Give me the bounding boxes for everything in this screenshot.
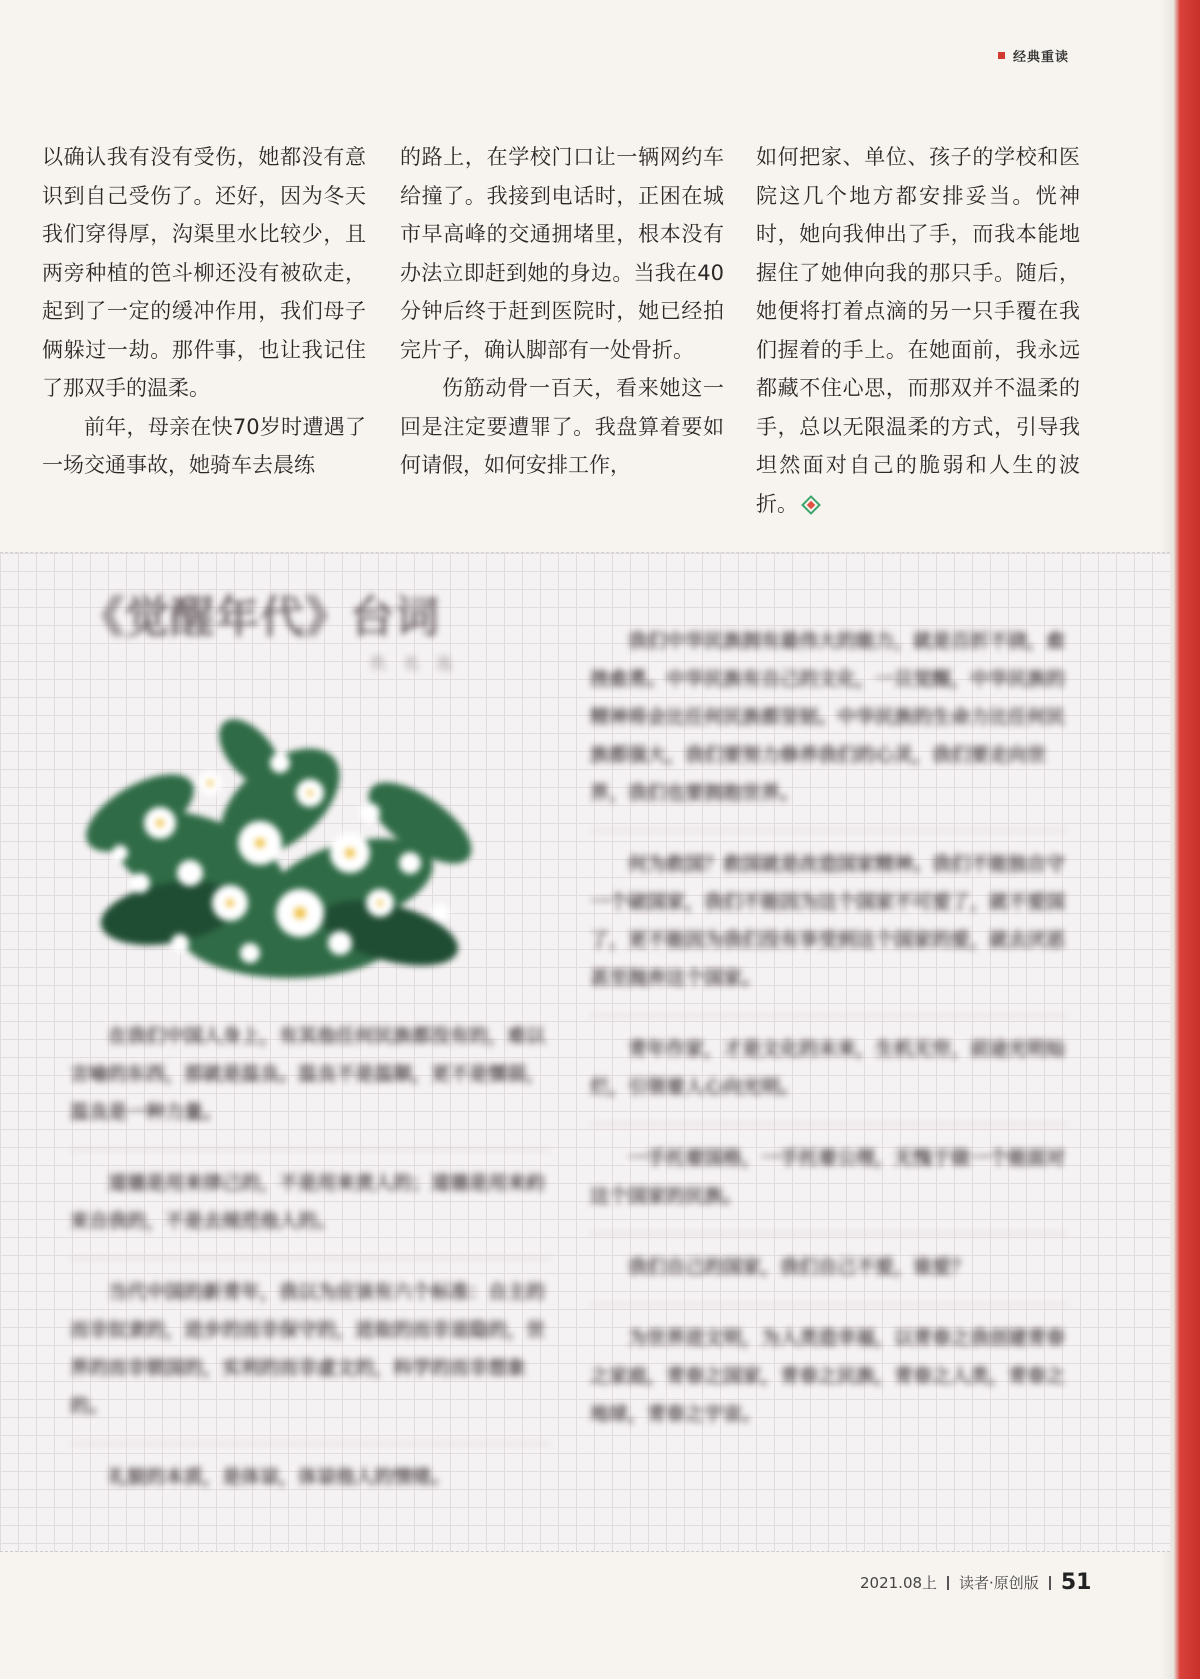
inset-left-quotes [70,1003,550,1514]
page-number: 51 [1060,1570,1092,1595]
section-tag-label: 经典重读 [1013,50,1070,65]
quote: 何为救国？救国就是改造国家精神。我们不能独自守一个破国家，我们不能因为这个国家不可爱了，就不爱国了，更不能因为我们没有享受到这个国家的爱，就去厌恶甚至抛弃这个国家。 [590,831,1068,1016]
quote: 在我们中国人身上，有其他任何民族都没有的，难以言喻的东西，那就是温良。温良不是温顺，更不是懦弱，温良是一种力量。 [70,1003,550,1150]
flower-illustration [50,673,500,993]
paragraph-text: 如何把家、单位、孩子的学校和医院这几个地方都安排妥当。恍神时，她向我伸出了手，而我本能地握住了她伸向我的那只手。随后，她便将打着点滴的另一只手覆在我们握着的手上。在她面前，我永远都藏不住心思，而那双并不温柔的手，总以无限温柔的方式，引导我坦然面对自己的脆弱和人生的波折。 [756,145,1080,516]
paragraph: 以确认我有没有受伤，她都没有意识到自己受伤了。还好，因为冬天我们穿得厚，沟渠里水比较少，且两旁种植的笆斗柳还没有被砍走，起到了一定的缓冲作用，我们母子俩躲过一劫。那件事，也让我记住了那双手的温柔。 [42,145,366,400]
paragraph-final [756,138,1080,523]
issue-label: 2021.08上 [860,1574,938,1592]
folio-divider [1049,1576,1051,1590]
section-tag [998,46,1069,65]
paragraph: 前年，母亲在快70岁时遭遇了一场交通事故，她骑车去晨练 [42,414,366,477]
section-marker-square [998,52,1005,59]
page-folio [860,1570,1091,1595]
end-mark-icon [801,495,821,515]
page-edge-red-strip [1174,0,1200,1679]
quote: 青年作家，才是文化的未来，生机无穷，前途光明灿烂，引领着人心向光明。 [590,1016,1068,1125]
quote: 当代中国的新青年，我以为应该有六个标准：自主的而非奴隶的，进步的而非保守的，进取的而非退隐的，世界的而非锁国的，实利的而非虚文的，科学的而非想象的。 [70,1259,550,1444]
quote: 我们中华民族拥有最伟大的能力，就是百折不挠，愈挫愈勇。中华民族有自己的文化，一旦觉醒，中华民族的精神将会比任何民族都坚韧。中华民族的生命力比任何民族都强大，我们要努力修养我们的心灵，我们要走向世界，我们也要拥抱世界。 [590,608,1068,831]
quote: 一手托着国格，一手托着公理，无愧于做一个能面对这个国家的民族。 [590,1125,1068,1234]
paragraph: 伤筋动骨一百天，看来她这一回是注定要遭罪了。我盘算着要如何请假，如何安排工作， [400,376,724,477]
magazine-name: 读者·原创版 [959,1574,1039,1592]
quote: 礼貌的本质，是体谅，体谅他人的情绪。 [108,1466,451,1488]
article-column-3 [756,138,1080,523]
folio-divider [947,1576,949,1590]
quote: 为世界进文明，为人类造幸福，以青春之我创建青春之家庭，青春之国家，青春之民族，青春之人类，青春之地球，青春之宇宙。 [590,1327,1066,1425]
article-column-2 [400,138,724,485]
inset-block [0,552,1170,1552]
inset-title: 《觉醒年代》台词 [80,592,440,643]
inset-right-quotes [590,608,1068,1451]
inset-author: 佚 名 选 [370,654,459,673]
quote: 我们自己的国家，我们自己不爱，谁爱？ [590,1234,1068,1305]
article-body [42,138,1082,538]
paragraph: 的路上，在学校门口让一辆网约车给撞了。我接到电话时，正困在城市早高峰的交通拥堵里，根本没有办法立即赶到她的身边。当我在40分钟后终于赶到医院时，她已经拍完片子，确认脚部有一处骨折。 [400,145,724,362]
quote: 道德是用来律己的，不是用来责人的；道德是用来約束自我的，不是去规范他人的。 [70,1150,550,1259]
article-column-1 [42,138,366,485]
